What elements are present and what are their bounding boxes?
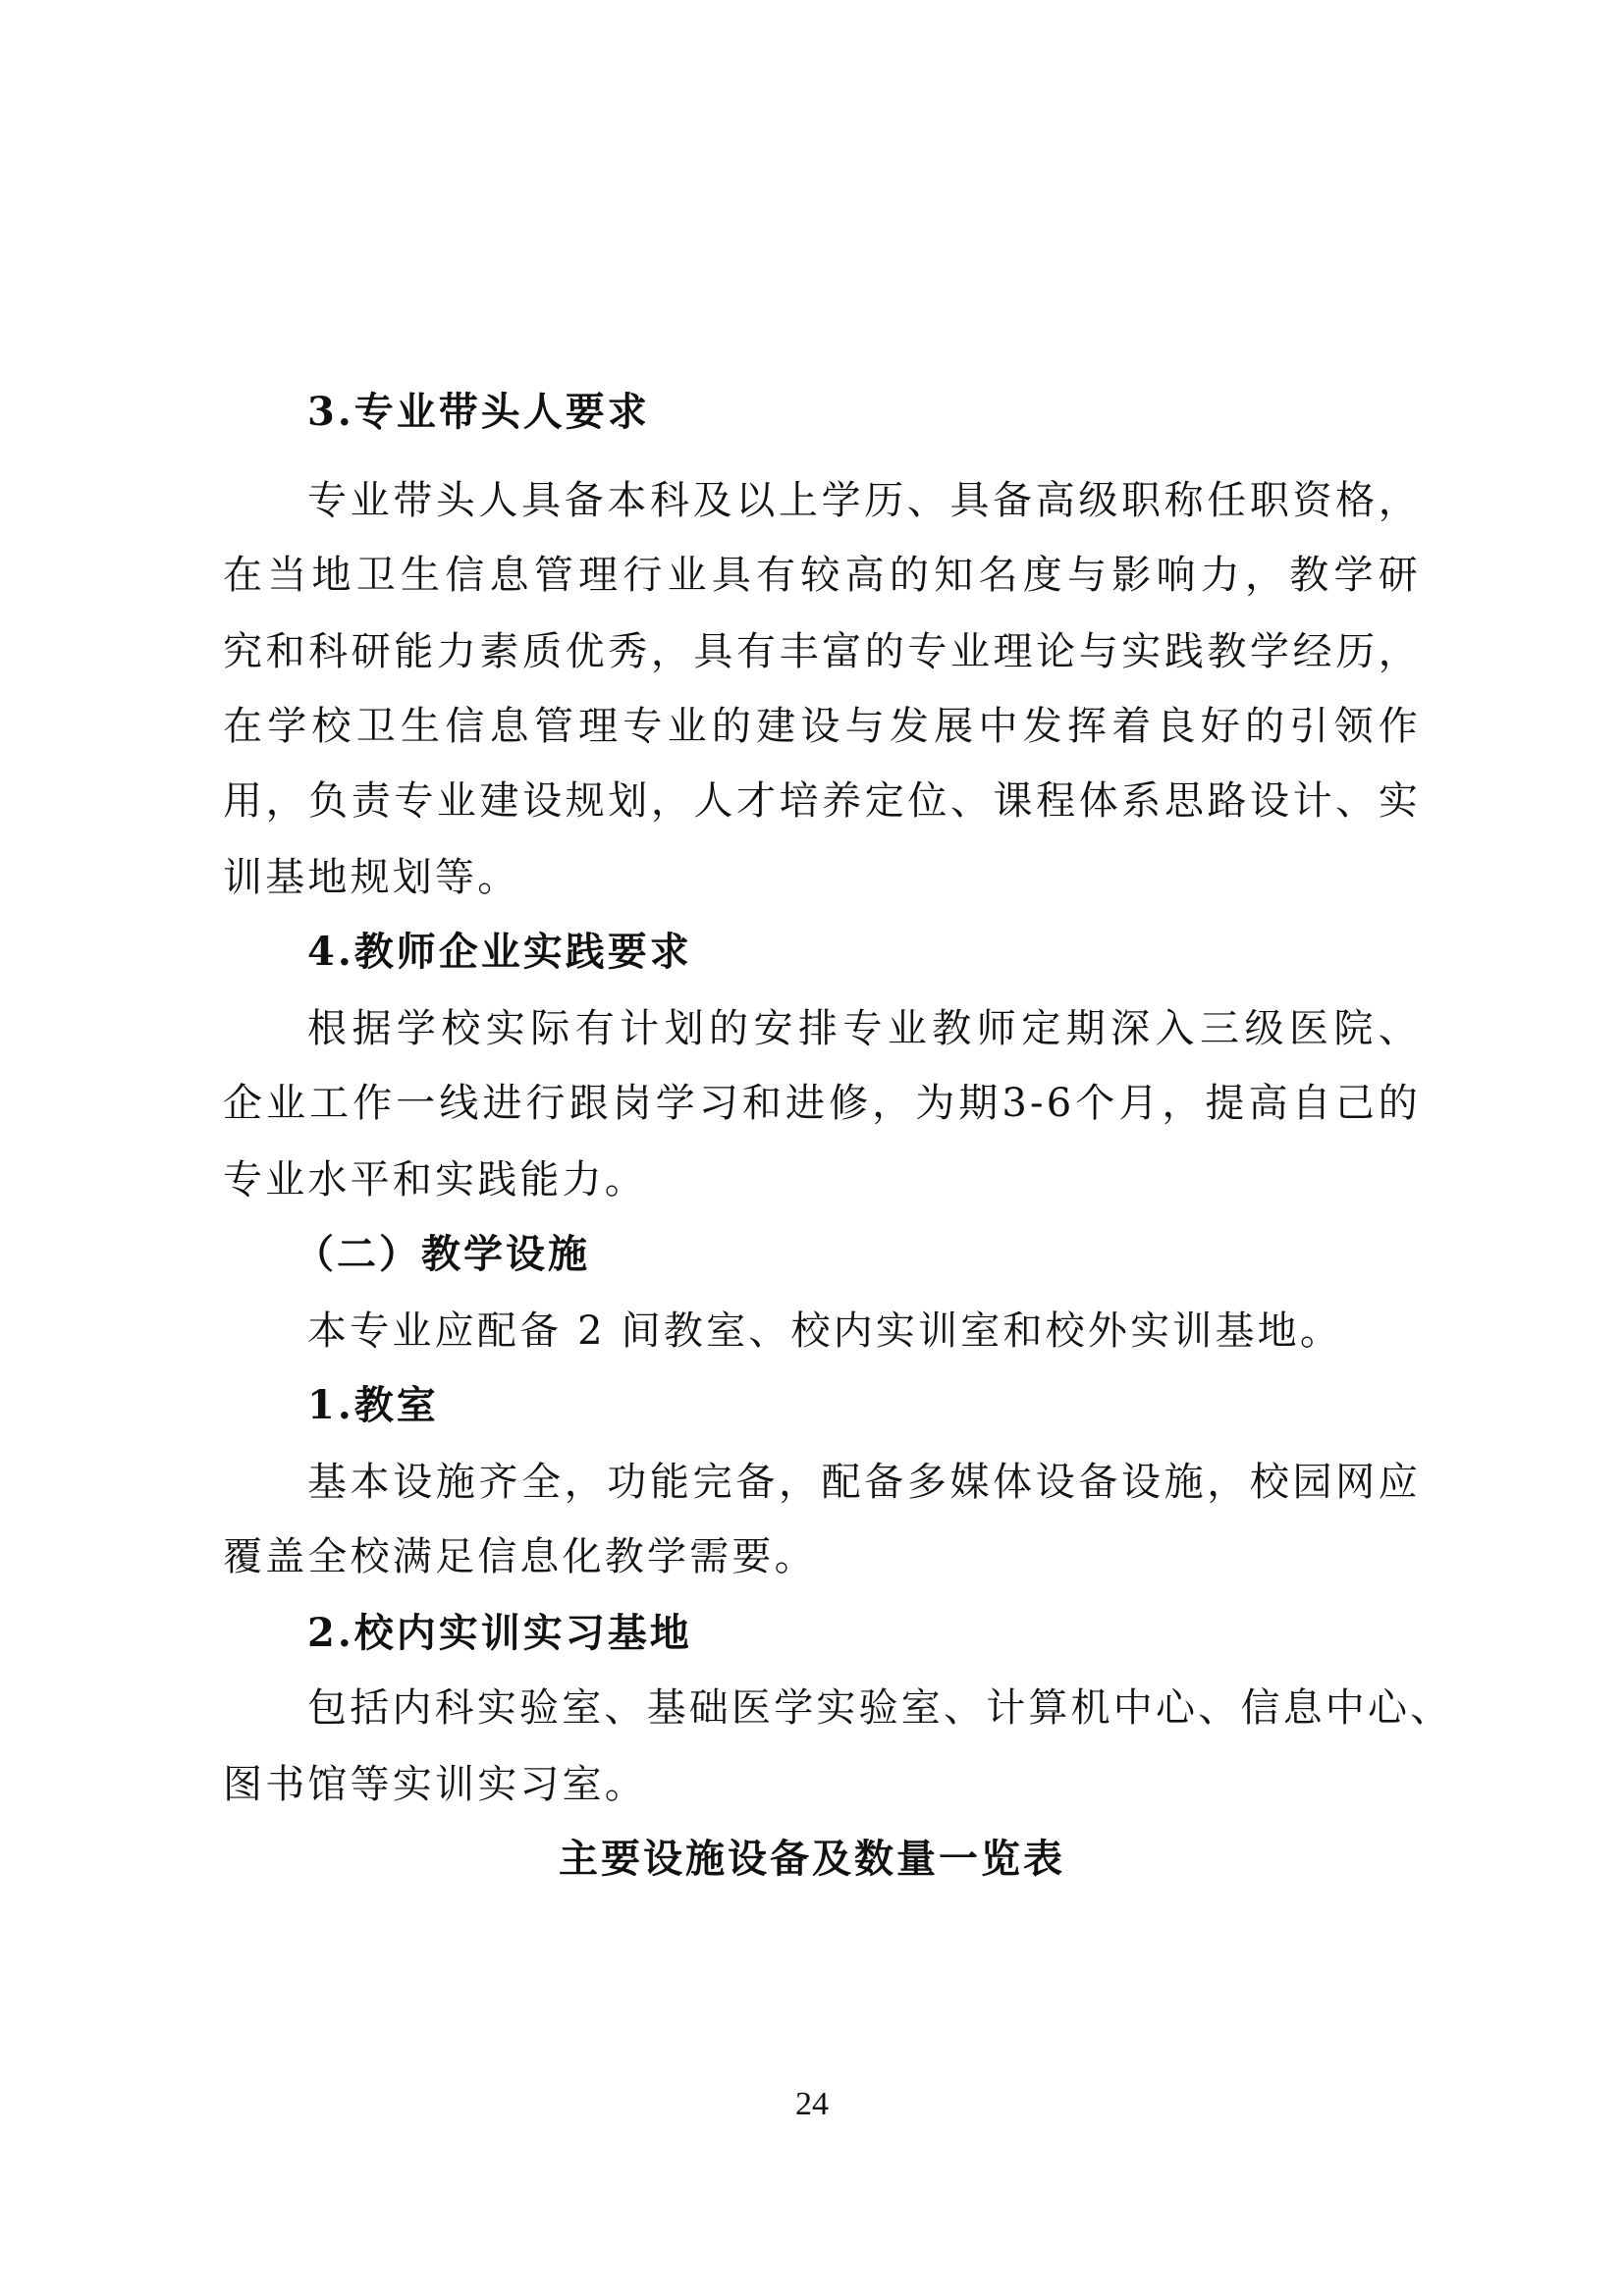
- paragraph-line: 训基地规划等。: [223, 855, 520, 900]
- section-heading-4: 4.教师企业实践要求: [307, 929, 692, 975]
- paragraph-line: 在学校卫生信息管理专业的建设与发展中发挥着良好的引领作: [223, 704, 1421, 749]
- paragraph-line: 图书馆等实训实习室。: [223, 1762, 647, 1807]
- training-base-heading: 2.校内实训实习基地: [307, 1610, 692, 1656]
- facilities-heading: （二）教学设施: [295, 1231, 590, 1277]
- paragraph-line: 专业水平和实践能力。: [223, 1157, 647, 1202]
- paragraph-line: 究和科研能力素质优秀，具有丰富的专业理论与实践教学经历，: [223, 629, 1421, 674]
- paragraph-line: 专业带头人具备本科及以上学历、具备高级职称任职资格，: [307, 478, 1421, 523]
- table-title: 主要设施设备及数量一览表: [559, 1836, 1065, 1882]
- paragraph-line: 基本设施齐全，功能完备，配备多媒体设备设施，校园网应: [307, 1460, 1421, 1505]
- paragraph-line: 覆盖全校满足信息化教学需要。: [223, 1534, 817, 1579]
- page-number: 24: [795, 2086, 829, 2122]
- paragraph-line: 企业工作一线进行跟岗学习和进修，为期3-6个月，提高自己的: [223, 1081, 1421, 1126]
- paragraph-line: 根据学校实际有计划的安排专业教师定期深入三级医院、: [307, 1006, 1421, 1051]
- paragraph-line: 包括内科实验室、基础医学实验室、计算机中心、信息中心、: [307, 1685, 1453, 1731]
- facilities-intro: 本专业应配备 2 间教室、校内实训室和校外实训基地。: [307, 1308, 1343, 1354]
- paragraph-line: 在当地卫生信息管理行业具有较高的知名度与影响力，教学研: [223, 553, 1421, 598]
- section-heading-3: 3.专业带头人要求: [307, 389, 650, 435]
- paragraph-line: 用，负责专业建设规划，人才培养定位、课程体系思路设计、实: [223, 778, 1421, 824]
- classroom-heading: 1.教室: [307, 1382, 439, 1428]
